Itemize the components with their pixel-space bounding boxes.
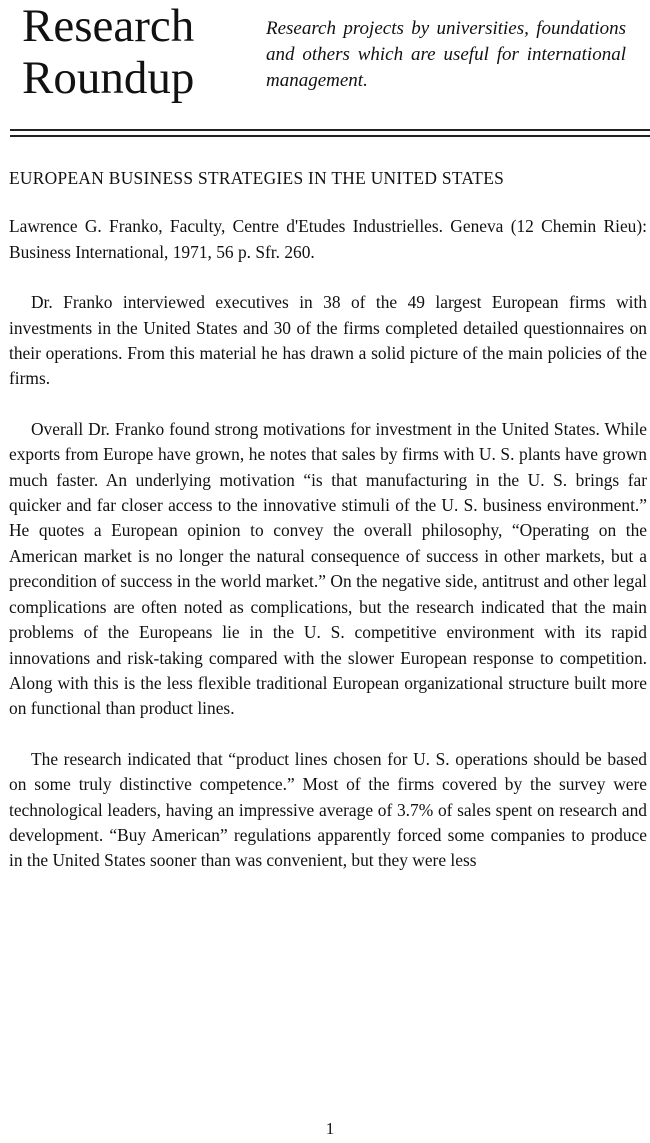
section-title [22, 0, 252, 104]
article-heading: EUROPEAN BUSINESS STRATEGIES IN THE UNITED STATES [9, 168, 505, 188]
article-paragraph-2: Overall Dr. Franko found strong motivations for investment in the United States. While exports from Europe have grown, he notes that sales by firms with U. S. plants have grown much faster. An underlying motivation “is that manufacturing in the U. S. brings far quicker and far closer access to the innovative stimuli of the U. S. business environment.” He quotes a European opinion to convey the overall philosophy, “Operating on the American market is no longer the natural consequence of success in other markets, but a precondition of success in the world market.” On the negative side, antitrust and other legal complications are often noted as complications, but the research indicated that the main problems of the Europeans lie in the U. S. competitive environment with its rapid innovations and risk-taking compared with the slower European response to competition. Along with this is the less flexible traditional European organizational structure built more on functional than product lines. [9, 418, 647, 719]
header-rule-top [10, 129, 650, 131]
section-title-line-2: Roundup [22, 52, 195, 104]
header-rule-bottom [10, 135, 650, 137]
section-title-line-1: Research [22, 0, 195, 52]
article [9, 166, 647, 874]
section-tagline: Research projects by universities, foundations and others which are useful for international management. [266, 18, 626, 91]
article-paragraph-1: Dr. Franko interviewed executives in 38 of the 49 largest European firms with investments in the United States and 30 of the firms completed detailed questionnaires on their operations. From this material he has drawn a solid picture of the main policies of the firms. [9, 292, 647, 389]
article-citation: Lawrence G. Franko, Faculty, Centre d'Etudes Industrielles. Geneva (12 Chemin Rieu): Business International, 1971, 56 p. Sfr. 260. [9, 216, 647, 262]
page-number: 1 [325, 1119, 335, 1138]
masthead [0, 0, 650, 130]
article-paragraph-3: The research indicated that “product lines chosen for U. S. operations should be based on some truly distinctive competence.” Most of the firms covered by the survey were technological leaders, having an impressive average of 3.7% of sales spent on research and development. “Buy American” regulations apparently forced some companies to produce in the United States sooner than was convenient, but they were less [9, 748, 647, 871]
